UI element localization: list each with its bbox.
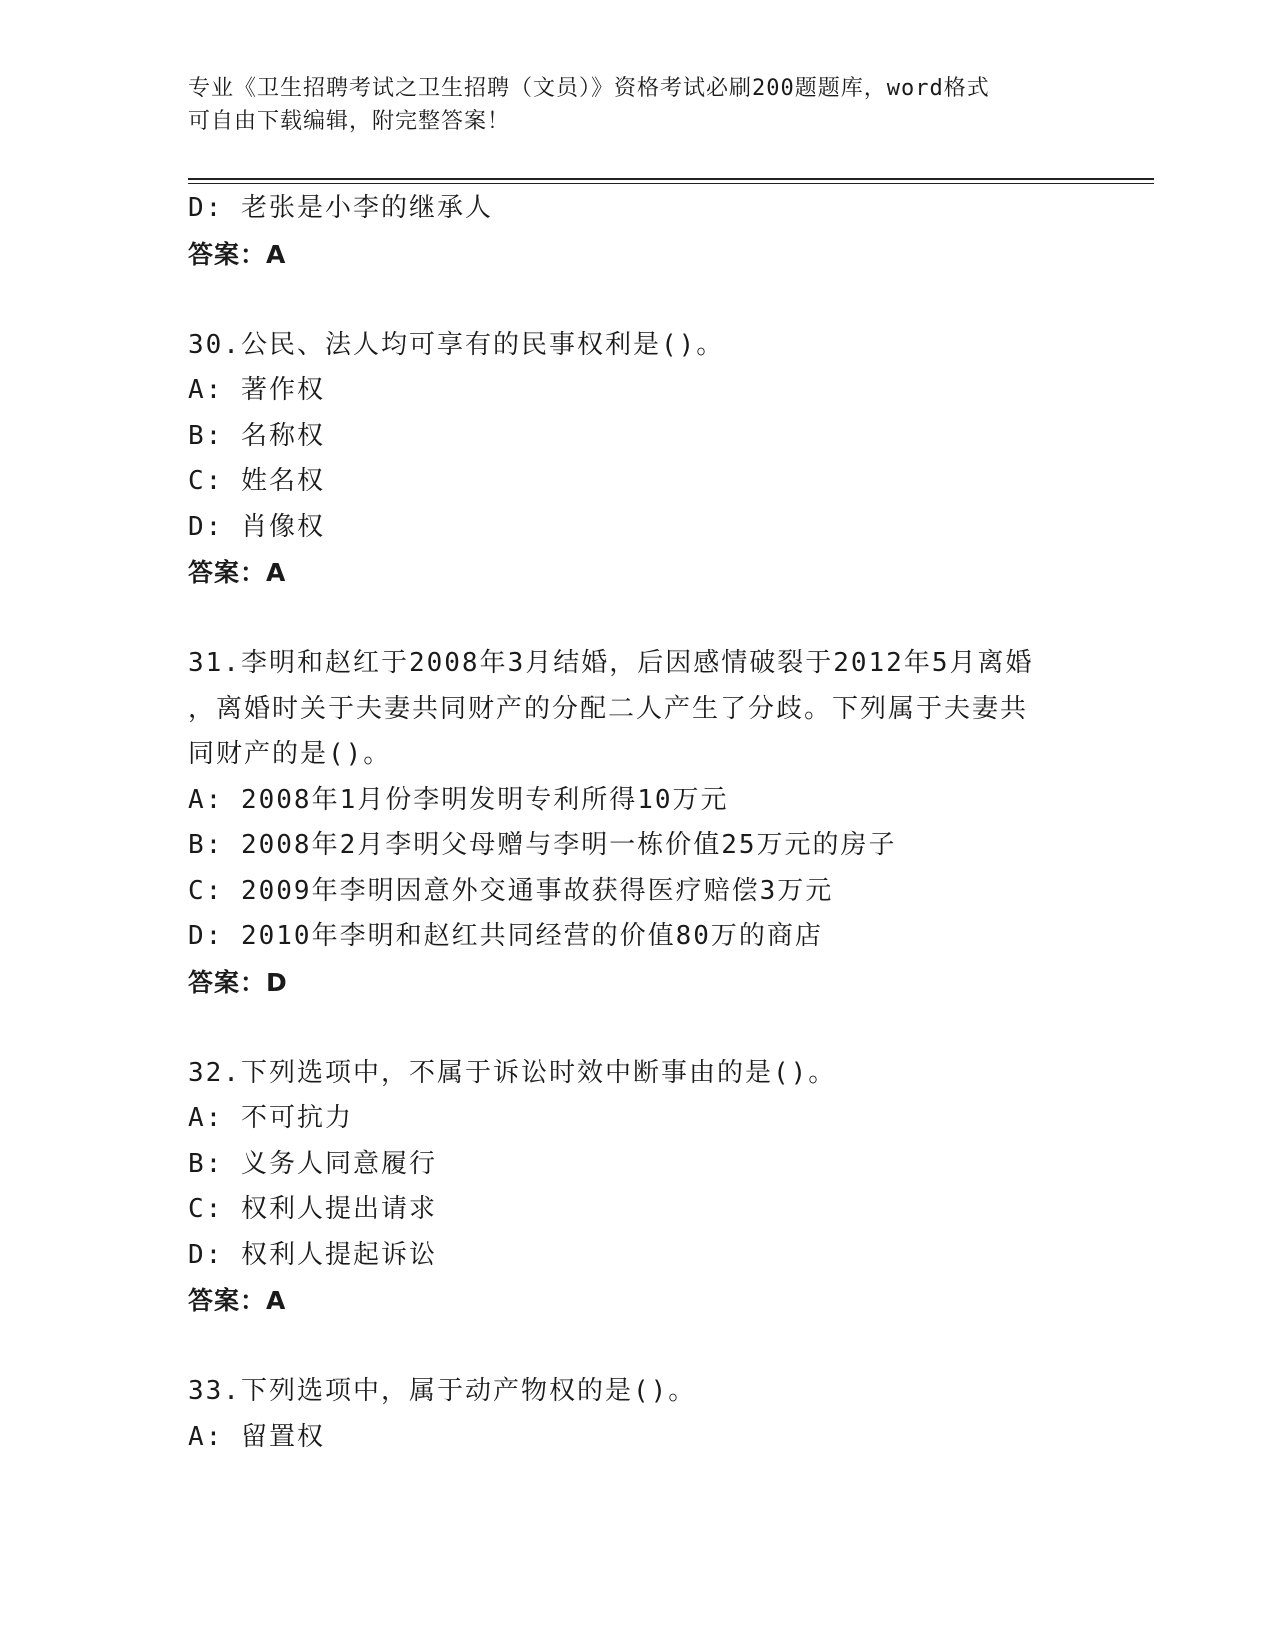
option-b: B: 义务人同意履行 [188,1148,437,1179]
question-content [188,186,1088,1460]
spacer [188,596,1088,642]
document-header [188,72,1088,138]
question-stem-line-1: 31.李明和赵红于2008年3月结婚，后因感情破裂于2012年5月离婚 [188,648,1034,678]
question-33 [188,1369,1088,1460]
option-c: C: 2009年李明因意外交通事故获得医疗赔偿3万元 [188,875,834,906]
question-stem-line-3: 同财产的是()。 [188,739,392,769]
option-d: D: 老张是小李的继承人 [188,193,493,223]
option-c: C: 权利人提出请求 [188,1194,437,1224]
option-c: C: 姓名权 [188,466,325,496]
answer-line: 答案：A [188,1286,287,1315]
option-d: D: 2010年李明和赵红共同经营的价值80万的商店 [188,921,823,951]
option-a: A: 留置权 [188,1421,325,1452]
header-rule-thick [188,178,1154,180]
option-d: D: 权利人提起诉讼 [188,1239,437,1270]
question-31 [188,641,1088,1005]
option-a: A: 2008年1月份李明发明专利所得10万元 [188,784,729,815]
option-b: B: 2008年2月李明父母赠与李明一栋价值25万元的房子 [188,830,897,860]
answer-line: 答案：A [188,239,287,269]
question-30 [188,323,1088,596]
previous-question-tail [188,186,1088,277]
question-stem: 33.下列选项中，属于动产物权的是()。 [188,1376,697,1406]
spacer [188,1324,1088,1370]
question-stem: 30.公民、法人均可享有的民事权利是()。 [188,329,725,360]
header-line-1: 专业《卫生招聘考试之卫生招聘（文员）》资格考试必刷200题题库，word格式 [188,76,990,101]
option-d: D: 肖像权 [188,511,325,542]
question-stem-line-2: ，离婚时关于夫妻共同财产的分配二人产生了分歧。下列属于夫妻共 [188,693,1029,724]
answer-line: 答案：D [188,967,288,997]
option-a: A: 著作权 [188,375,325,405]
spacer [188,1005,1088,1051]
header-line-2: 可自由下载编辑，附完整答案！ [188,109,511,134]
answer-line: 答案：A [188,558,287,587]
option-a: A: 不可抗力 [188,1103,353,1133]
spacer [188,277,1088,323]
option-b: B: 名称权 [188,420,325,451]
question-stem: 32.下列选项中，不属于诉讼时效中断事由的是()。 [188,1057,837,1088]
header-rule-thin [188,183,1154,184]
question-32 [188,1051,1088,1324]
